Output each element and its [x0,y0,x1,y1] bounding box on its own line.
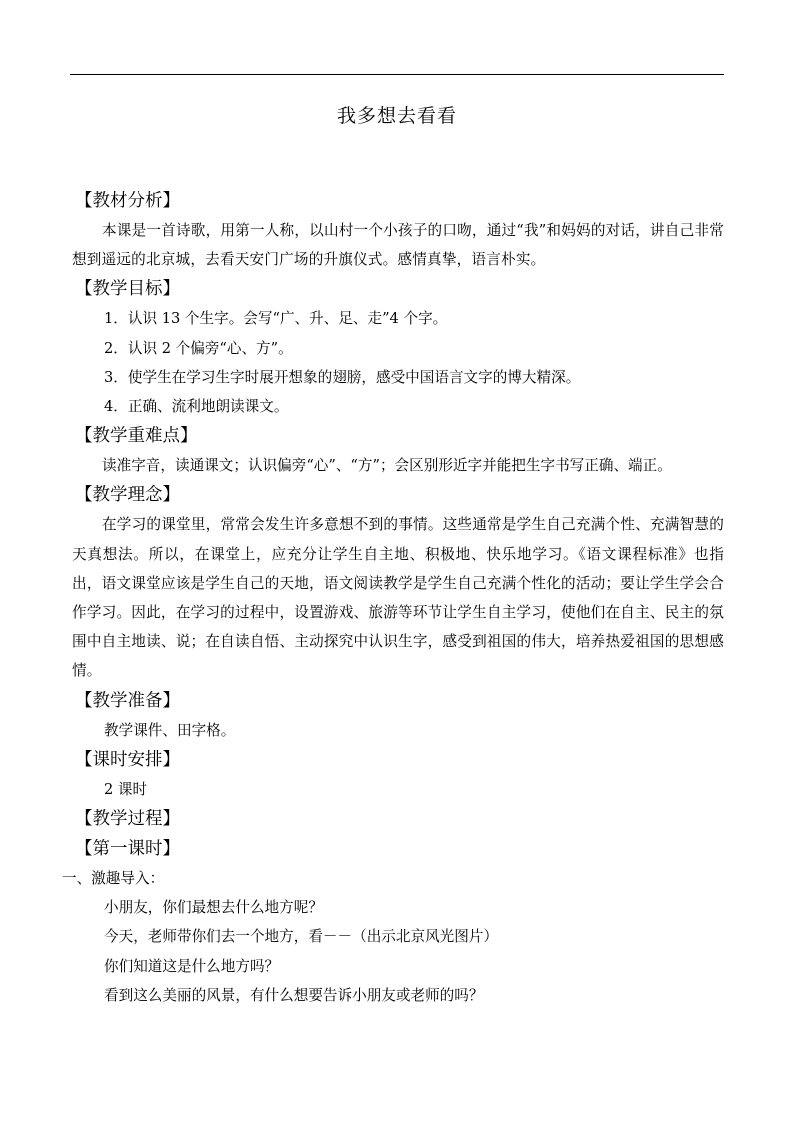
schedule-text: 2 课时 [104,780,148,798]
header-rule [70,74,724,75]
key-points-text: 读准字音，读通课文；认识偏旁“心”、“方”；会区别形近字并能把生字书写正确、端正。 [102,457,672,475]
step-intro: 一、激趣导入： [62,869,165,887]
goal-item-1: 1．认识 13 个生字。会写“广、升、足、走”4 个字。 [104,310,448,328]
goal-item-3: 3．使学生在学习生字时展开想象的翅膀，感受中国语言文字的博大精深。 [104,368,581,386]
intro-line-4: 看到这么美丽的风景，有什么想要告诉小朋友或老师的吗？ [104,986,484,1004]
heading-philosophy: 【教学理念】 [75,485,180,506]
intro-line-2: 今天，老师带你们去一个地方，看－－（出示北京风光图片） [104,928,499,946]
goal-item-2: 2．认识 2 个偏旁“心、方”。 [104,339,293,357]
heading-lesson-1: 【第一课时】 [75,838,180,859]
analysis-text: 本课是一首诗歌，用第一人称，以山村一个小孩子的口吻，通过“我”和妈妈的对话，讲自己非常想到遥远的北京城，去看天安门广场的升旗仪式。感情真挚，语言朴实。 [72,222,724,269]
preparation-text: 教学课件、田字格。 [104,721,236,739]
philosophy-text: 在学习的课堂里，常常会发生许多意想不到的事情。这些通常是学生自己充满个性、充满智慧的天真想法。所以，在课堂上，应充分让学生自主地、积极地、快乐地学习。《语文课程标准》也指出，语文课堂应该是学生自己的天地，语文阅读教学是学生自己充满个性化的活动；要让学生学会合作学习。因此，在学习的过程中，设置游戏、旅游等环节让学生自主学习，使他们在自主、民主的氛围中自主地读、说；在自读自悟、主动探究中认识生字，感受到祖国的伟大，培养热爱祖国的思想感情。 [72,516,724,680]
heading-schedule: 【课时安排】 [75,749,180,770]
document-body [62,186,724,1010]
intro-line-1: 小朋友，你们最想去什么地方呢？ [104,899,323,917]
heading-process: 【教学过程】 [75,808,180,829]
heading-preparation: 【教学准备】 [75,690,180,711]
heading-goals: 【教学目标】 [75,279,180,300]
document-title: 我多想去看看 [336,105,457,127]
goal-item-4: 4．正确、流利地朗读课文。 [104,397,289,415]
intro-line-3: 你们知道这是什么地方吗？ [104,957,280,975]
heading-key-points: 【教学重难点】 [75,426,198,447]
heading-analysis: 【教材分析】 [75,191,180,211]
